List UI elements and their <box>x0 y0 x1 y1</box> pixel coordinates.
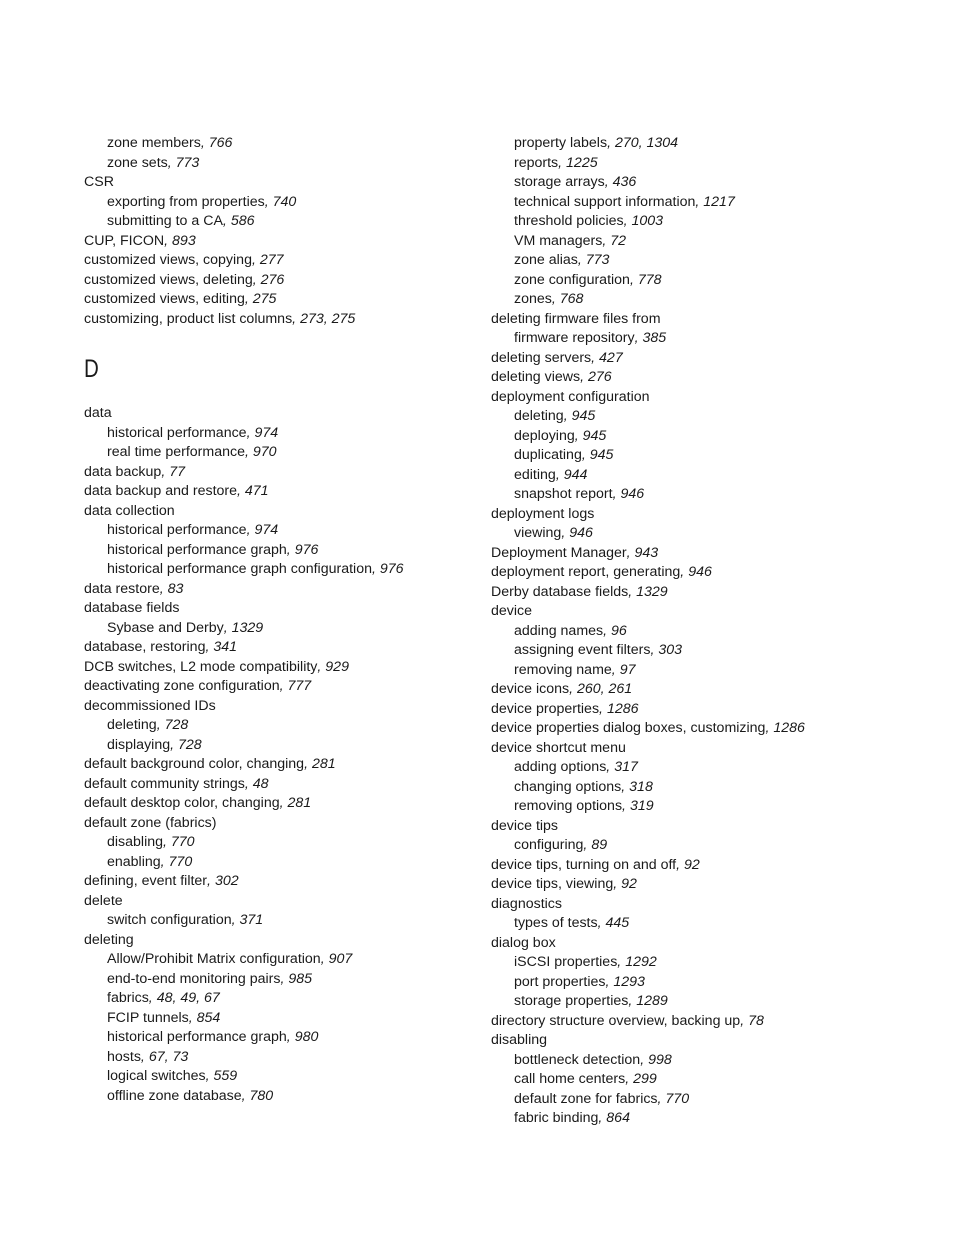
index-subentry: enabling, 770 <box>107 853 193 870</box>
index-term: deployment configuration <box>491 388 650 405</box>
index-entry <box>491 739 931 759</box>
index-page-ref[interactable]: 302 <box>214 873 239 889</box>
index-term: threshold policies <box>514 213 624 229</box>
index-column-right <box>491 134 931 1129</box>
index-entry: device tips, viewing, 92 <box>491 876 637 892</box>
index-term: CUP, FICON <box>84 232 165 249</box>
index-subentry: changing options, 318 <box>514 778 653 795</box>
index-page-ref[interactable]: 1292 <box>625 954 657 970</box>
index-page-ref[interactable]: 1329 <box>636 583 668 600</box>
index-term: snapshot report <box>514 486 613 502</box>
index-term: device <box>491 603 533 619</box>
index-entry <box>491 388 931 408</box>
index-subentry: types of tests, 445 <box>514 915 630 931</box>
index-term: customizing, product list columns <box>84 310 293 327</box>
index-entry: Deployment Manager, 943 <box>491 544 659 561</box>
index-page-ref[interactable]: 768 <box>559 291 584 307</box>
index-page-ref[interactable]: 341 <box>213 639 238 655</box>
index-subentry: bottleneck detection, 998 <box>514 1051 672 1068</box>
index-term: configuring <box>514 837 584 853</box>
index-page-ref[interactable]: 944 <box>563 466 588 483</box>
index-entry <box>491 602 931 622</box>
index-term: end-to-end monitoring pairs <box>107 970 281 987</box>
index-page-ref[interactable]: 980 <box>294 1029 319 1045</box>
index-term: data backup <box>84 463 162 480</box>
index-term: historical performance graph configuration <box>107 561 372 577</box>
index-entry: customized views, editing, 275 <box>84 291 277 307</box>
index-subentry: duplicating, 945 <box>514 447 614 463</box>
index-page-ref[interactable]: 92 <box>683 856 700 873</box>
index-page-ref[interactable]: 864 <box>606 1110 630 1126</box>
index-page-ref[interactable]: 728 <box>178 736 202 753</box>
index-entry <box>84 502 484 522</box>
index-page-ref[interactable]: 317 <box>614 759 638 775</box>
index-term: storage arrays <box>514 174 605 190</box>
index-subentry: historical performance, 974 <box>107 424 279 441</box>
index-term: CSR <box>84 174 114 190</box>
index-page-ref[interactable]: 273, 275 <box>300 310 356 327</box>
index-term: offline zone database <box>107 1087 242 1104</box>
index-page-ref[interactable]: 276 <box>260 271 285 288</box>
index-entry: deleting servers, 427 <box>491 349 623 366</box>
index-page-ref[interactable]: 998 <box>648 1051 672 1068</box>
index-page-ref[interactable]: 1293 <box>613 973 645 990</box>
index-term: database, restoring <box>84 639 206 655</box>
index-term: historical performance graph <box>107 541 287 558</box>
index-entry: default community strings, 48 <box>84 775 269 792</box>
index-term: removing name <box>514 661 612 678</box>
index-subentry: exporting from properties, 740 <box>107 193 297 210</box>
index-page-ref[interactable]: 270, 1304 <box>614 135 679 151</box>
index-page-ref[interactable]: 319 <box>629 798 654 814</box>
index-term: deployment logs <box>491 505 595 522</box>
index-page-ref[interactable]: 559 <box>213 1068 238 1084</box>
index-subentry: reports, 1225 <box>514 154 598 171</box>
index-subentry: zone configuration, 778 <box>514 271 662 288</box>
index-subentry: zone sets, 773 <box>107 154 200 171</box>
index-term: fabrics <box>107 990 149 1006</box>
index-term: deleting <box>514 408 564 424</box>
index-subentry: logical switches, 559 <box>107 1068 238 1084</box>
index-subentry: assigning event filters, 303 <box>514 642 682 658</box>
index-term: default zone (fabrics) <box>84 814 217 831</box>
index-term: historical performance <box>107 522 247 538</box>
index-subentry: deploying, 945 <box>514 427 607 444</box>
index-subentry: FCIP tunnels, 854 <box>107 1009 221 1026</box>
index-entry: Derby database fields, 1329 <box>491 583 668 600</box>
index-subentry: configuring, 89 <box>514 837 608 853</box>
index-term: bottleneck detection <box>514 1051 641 1068</box>
index-term: adding options <box>514 759 607 775</box>
index-entry: device icons, 260, 261 <box>491 681 633 697</box>
index-page-ref[interactable]: 985 <box>288 970 313 987</box>
index-page-ref[interactable]: 471 <box>244 483 269 499</box>
index-subentry: zone members, 766 <box>107 135 233 151</box>
index-entry: deployment report, generating, 946 <box>491 564 712 580</box>
index-subentry: zones, 768 <box>514 291 584 307</box>
index-page-ref[interactable]: 854 <box>196 1009 221 1026</box>
index-page-ref[interactable]: 766 <box>208 135 233 151</box>
index-page-ref[interactable]: 773 <box>585 252 610 268</box>
index-term: data collection <box>84 502 175 519</box>
index-term: changing options <box>514 778 622 795</box>
index-subentry: adding options, 317 <box>514 759 638 775</box>
index-page-ref[interactable]: 778 <box>637 271 662 288</box>
index-subentry: submitting to a CA, 586 <box>107 213 255 229</box>
index-term: customized views, editing <box>84 291 245 307</box>
index-subentry: switch configuration, 371 <box>107 912 264 928</box>
index-term: viewing <box>514 525 562 541</box>
index-term: deployment report, generating <box>491 564 681 580</box>
index-entry: deleting views, 276 <box>491 369 612 385</box>
index-term: Deployment Manager <box>491 544 627 561</box>
index-page-ref[interactable]: 83 <box>167 580 184 597</box>
index-page-ref[interactable]: 299 <box>633 1071 657 1087</box>
index-term: property labels <box>514 135 608 151</box>
index-subentry: end-to-end monitoring pairs, 985 <box>107 970 313 987</box>
index-subentry: Sybase and Derby, 1329 <box>107 619 264 636</box>
index-subentry: snapshot report, 946 <box>514 486 645 502</box>
index-page-ref[interactable]: 281 <box>311 756 336 772</box>
index-subentry: historical performance graph configuration, 976 <box>107 561 404 577</box>
index-subentry: threshold policies, 1003 <box>514 213 664 229</box>
index-subentry: removing options, 319 <box>514 798 654 814</box>
index-term: data <box>84 405 112 421</box>
index-subentry: historical performance graph, 976 <box>107 541 319 558</box>
index-term: data restore <box>84 580 160 597</box>
index-page-ref[interactable]: 773 <box>175 154 200 171</box>
index-entry: device properties dialog boxes, customizing, 1286 <box>491 720 805 736</box>
index-term: device shortcut menu <box>491 739 626 756</box>
index-term: firmware repository <box>514 330 635 346</box>
index-page-ref[interactable]: 89 <box>591 837 608 853</box>
index-term: deleting views <box>491 369 581 385</box>
index-term: fabric binding <box>514 1110 599 1126</box>
index-term: zone members <box>107 135 201 151</box>
index-entry <box>84 173 484 193</box>
index-term: adding names <box>514 622 604 639</box>
index-page-ref[interactable]: 427 <box>599 349 623 366</box>
index-term: VM managers <box>514 232 603 249</box>
index-term: DCB switches, L2 mode compatibility <box>84 658 318 675</box>
index-subentry: adding names, 96 <box>514 622 627 639</box>
index-entry: database, restoring, 341 <box>84 639 238 655</box>
section-spacer <box>84 329 484 349</box>
index-term: decommissioned IDs <box>84 697 216 714</box>
index-term: port properties <box>514 973 606 990</box>
index-entry: deactivating zone configuration, 777 <box>84 678 312 694</box>
index-term: iSCSI properties <box>514 954 618 970</box>
index-column-left <box>84 134 484 1106</box>
index-term: logical switches <box>107 1068 206 1084</box>
index-term: device icons <box>491 681 570 697</box>
index-subentry: VM managers, 72 <box>514 232 626 249</box>
index-page-ref[interactable]: 92 <box>621 876 637 892</box>
index-term: device tips <box>491 817 559 834</box>
index-subentry: viewing, 946 <box>514 525 593 541</box>
index-entry <box>84 892 484 912</box>
index-page-ref[interactable]: 943 <box>634 544 659 561</box>
index-term: directory structure overview, backing up <box>491 1012 741 1029</box>
index-entry: defining, event filter, 302 <box>84 873 239 889</box>
index-page-ref[interactable]: 907 <box>328 951 353 967</box>
index-entry: CUP, FICON, 893 <box>84 232 196 249</box>
index-page-ref[interactable]: 1289 <box>636 993 668 1009</box>
index-subentry: fabrics, 48, 49, 67 <box>107 990 220 1006</box>
index-term: deleting <box>84 931 134 948</box>
index-term: zone sets <box>107 154 168 171</box>
index-page-ref[interactable]: 1225 <box>566 154 598 171</box>
index-term: customized views, copying <box>84 252 252 268</box>
section-letter-heading: D <box>84 355 99 383</box>
index-page-ref[interactable]: 946 <box>620 486 645 502</box>
index-term: defining, event filter <box>84 873 208 889</box>
index-term: Derby database fields <box>491 583 629 600</box>
index-page-ref[interactable]: 945 <box>571 408 596 424</box>
index-page-ref[interactable]: 1329 <box>231 619 264 636</box>
index-entry <box>491 310 931 330</box>
index-page-ref[interactable]: 97 <box>619 661 636 678</box>
index-term: submitting to a CA <box>107 213 223 229</box>
index-term: dialog box <box>491 934 556 951</box>
index-entry: default background color, changing, 281 <box>84 756 336 772</box>
index-term: real time performance <box>107 444 245 460</box>
index-term: device tips, turning on and off <box>491 856 677 873</box>
index-entry: default desktop color, changing, 281 <box>84 795 312 811</box>
index-subentry: call home centers, 299 <box>514 1071 657 1087</box>
index-term: zone alias <box>514 252 578 268</box>
index-page-ref[interactable]: 1217 <box>703 193 735 210</box>
index-page-ref[interactable]: 1003 <box>631 213 664 229</box>
index-term: storage properties <box>514 993 629 1009</box>
index-term: technical support information <box>514 193 696 210</box>
index-term: deleting firmware files from <box>491 310 661 327</box>
index-page-ref[interactable]: 976 <box>294 541 319 558</box>
index-term: types of tests <box>514 915 598 931</box>
index-page-ref[interactable]: 48, 49, 67 <box>156 990 220 1006</box>
index-page-ref[interactable]: 48 <box>252 775 269 792</box>
index-term: default zone for fabrics <box>514 1090 658 1107</box>
index-subentry: storage properties, 1289 <box>514 993 668 1009</box>
index-entry: customizing, product list columns, 273, 275 <box>84 310 356 327</box>
index-entry <box>84 814 484 834</box>
index-page-ref[interactable]: 385 <box>642 330 667 346</box>
index-term: default background color, changing <box>84 756 305 772</box>
index-subentry: default zone for fabrics, 770 <box>514 1090 690 1107</box>
index-entry <box>491 1031 931 1051</box>
index-term: deactivating zone configuration <box>84 678 280 694</box>
index-term: reports <box>514 154 559 171</box>
index-entry <box>84 404 484 424</box>
index-term: zone configuration <box>514 271 630 288</box>
section-spacer <box>84 389 484 404</box>
index-page-ref[interactable]: 586 <box>230 213 255 229</box>
index-term: Sybase and Derby <box>107 619 224 636</box>
index-term: default desktop color, changing <box>84 795 280 811</box>
index-subentry: iSCSI properties, 1292 <box>514 954 657 970</box>
index-page-ref[interactable]: 893 <box>172 232 196 249</box>
index-subentry: disabling, 770 <box>107 834 195 850</box>
index-subentry: hosts, 67, 73 <box>107 1048 189 1065</box>
index-term: switch configuration <box>107 912 232 928</box>
index-subentry: property labels, 270, 1304 <box>514 135 679 151</box>
index-page-ref[interactable]: 275 <box>252 291 277 307</box>
index-entry <box>84 697 484 717</box>
index-subentry: historical performance, 974 <box>107 522 279 538</box>
index-page-ref[interactable]: 740 <box>272 193 297 210</box>
index-subentry: technical support information, 1217 <box>514 193 735 210</box>
index-term: editing <box>514 466 556 483</box>
index-subentry: real time performance, 970 <box>107 444 277 460</box>
index-term: removing options <box>514 798 623 814</box>
index-subentry: removing name, 97 <box>514 661 636 678</box>
index-entry: DCB switches, L2 mode compatibility, 929 <box>84 658 349 675</box>
index-subentry: deleting, 945 <box>514 408 596 424</box>
index-entry: directory structure overview, backing up, 78 <box>491 1012 764 1029</box>
index-page-ref[interactable]: 770 <box>665 1090 690 1107</box>
index-subentry: displaying, 728 <box>107 736 202 753</box>
index-page-ref[interactable]: 974 <box>254 424 279 441</box>
index-page-ref[interactable]: 78 <box>748 1012 764 1029</box>
index-subentry: port properties, 1293 <box>514 973 645 990</box>
index-term: enabling <box>107 853 161 870</box>
index-entry: data backup, 77 <box>84 463 185 480</box>
index-page-ref[interactable]: 1286 <box>606 700 639 717</box>
index-subentry: storage arrays, 436 <box>514 174 637 190</box>
index-subentry: offline zone database, 780 <box>107 1087 274 1104</box>
index-page-ref[interactable]: 945 <box>589 447 614 463</box>
index-term: displaying <box>107 736 171 753</box>
index-entry <box>491 895 931 915</box>
index-term: deleting <box>107 717 157 733</box>
index-term: assigning event filters <box>514 642 651 658</box>
index-page-ref[interactable]: 303 <box>658 642 682 658</box>
index-term: hosts <box>107 1048 141 1065</box>
index-page-ref[interactable]: 929 <box>325 658 349 675</box>
index-term: historical performance <box>107 424 247 441</box>
index-term: device properties dialog boxes, customizing <box>491 720 766 736</box>
index-entry <box>491 817 931 837</box>
index-page-ref[interactable]: 371 <box>239 912 264 928</box>
index-term: default community strings <box>84 775 245 792</box>
index-subentry: historical performance graph, 980 <box>107 1029 319 1045</box>
index-page-ref[interactable]: 777 <box>287 678 312 694</box>
index-page-ref[interactable]: 436 <box>612 174 637 190</box>
index-subentry: firmware repository, 385 <box>514 330 667 346</box>
index-page-ref[interactable]: 945 <box>582 427 607 444</box>
index-entry <box>84 599 484 619</box>
index-term: historical performance graph <box>107 1029 287 1045</box>
index-term: device tips, viewing <box>491 876 614 892</box>
index-entry: device properties, 1286 <box>491 700 639 717</box>
index-term: Allow/Prohibit Matrix configuration <box>107 951 321 967</box>
index-entry: customized views, copying, 277 <box>84 252 284 268</box>
index-page-ref[interactable]: 72 <box>610 232 626 249</box>
index-term: delete <box>84 892 123 909</box>
index-page-ref[interactable]: 976 <box>379 561 404 577</box>
index-term: duplicating <box>514 447 582 463</box>
index-term: FCIP tunnels <box>107 1009 189 1026</box>
index-term: exporting from properties <box>107 193 265 210</box>
index-page-ref[interactable]: 96 <box>611 622 627 639</box>
index-term: zones <box>514 291 552 307</box>
index-page-ref[interactable]: 946 <box>569 525 593 541</box>
index-entry <box>84 931 484 951</box>
index-page-ref[interactable]: 276 <box>588 369 612 385</box>
index-page-ref[interactable]: 780 <box>249 1087 274 1104</box>
index-page-ref[interactable]: 1286 <box>773 720 805 736</box>
index-page-ref[interactable]: 974 <box>254 522 279 538</box>
index-subentry: deleting, 728 <box>107 717 189 733</box>
index-page-ref[interactable]: 970 <box>252 444 277 460</box>
index-page-ref[interactable]: 770 <box>170 834 195 850</box>
index-page-ref[interactable]: 946 <box>688 564 712 580</box>
index-term: device properties <box>491 700 600 717</box>
index-page-ref[interactable]: 281 <box>287 795 312 811</box>
index-page-ref[interactable]: 318 <box>629 778 653 795</box>
index-page-ref[interactable]: 728 <box>164 717 189 733</box>
index-subentry: fabric binding, 864 <box>514 1110 630 1126</box>
index-term: customized views, deleting <box>84 271 253 288</box>
index-page-ref[interactable]: 77 <box>169 463 185 480</box>
index-term: diagnostics <box>491 895 562 912</box>
index-entry: data backup and restore, 471 <box>84 483 269 499</box>
index-term: deploying <box>514 427 575 444</box>
index-page-ref[interactable]: 277 <box>259 252 284 268</box>
index-entry <box>491 505 931 525</box>
index-term: disabling <box>491 1032 548 1048</box>
index-term: data backup and restore <box>84 483 238 499</box>
index-entry: customized views, deleting, 276 <box>84 271 285 288</box>
index-entry <box>491 934 931 954</box>
index-subentry: zone alias, 773 <box>514 252 610 268</box>
index-term: disabling <box>107 834 164 850</box>
index-term: database fields <box>84 600 180 616</box>
index-page-ref[interactable]: 770 <box>168 853 193 870</box>
index-entry: data restore, 83 <box>84 580 184 597</box>
index-page-ref[interactable]: 67, 73 <box>148 1048 189 1065</box>
index-entry: device tips, turning on and off, 92 <box>491 856 700 873</box>
index-subentry: editing, 944 <box>514 466 588 483</box>
index-page-ref[interactable]: 445 <box>605 915 630 931</box>
index-subentry: Allow/Prohibit Matrix configuration, 907 <box>107 951 353 967</box>
index-page-ref[interactable]: 260, 261 <box>576 681 633 697</box>
index-term: deleting servers <box>491 349 592 366</box>
index-term: call home centers <box>514 1071 626 1087</box>
